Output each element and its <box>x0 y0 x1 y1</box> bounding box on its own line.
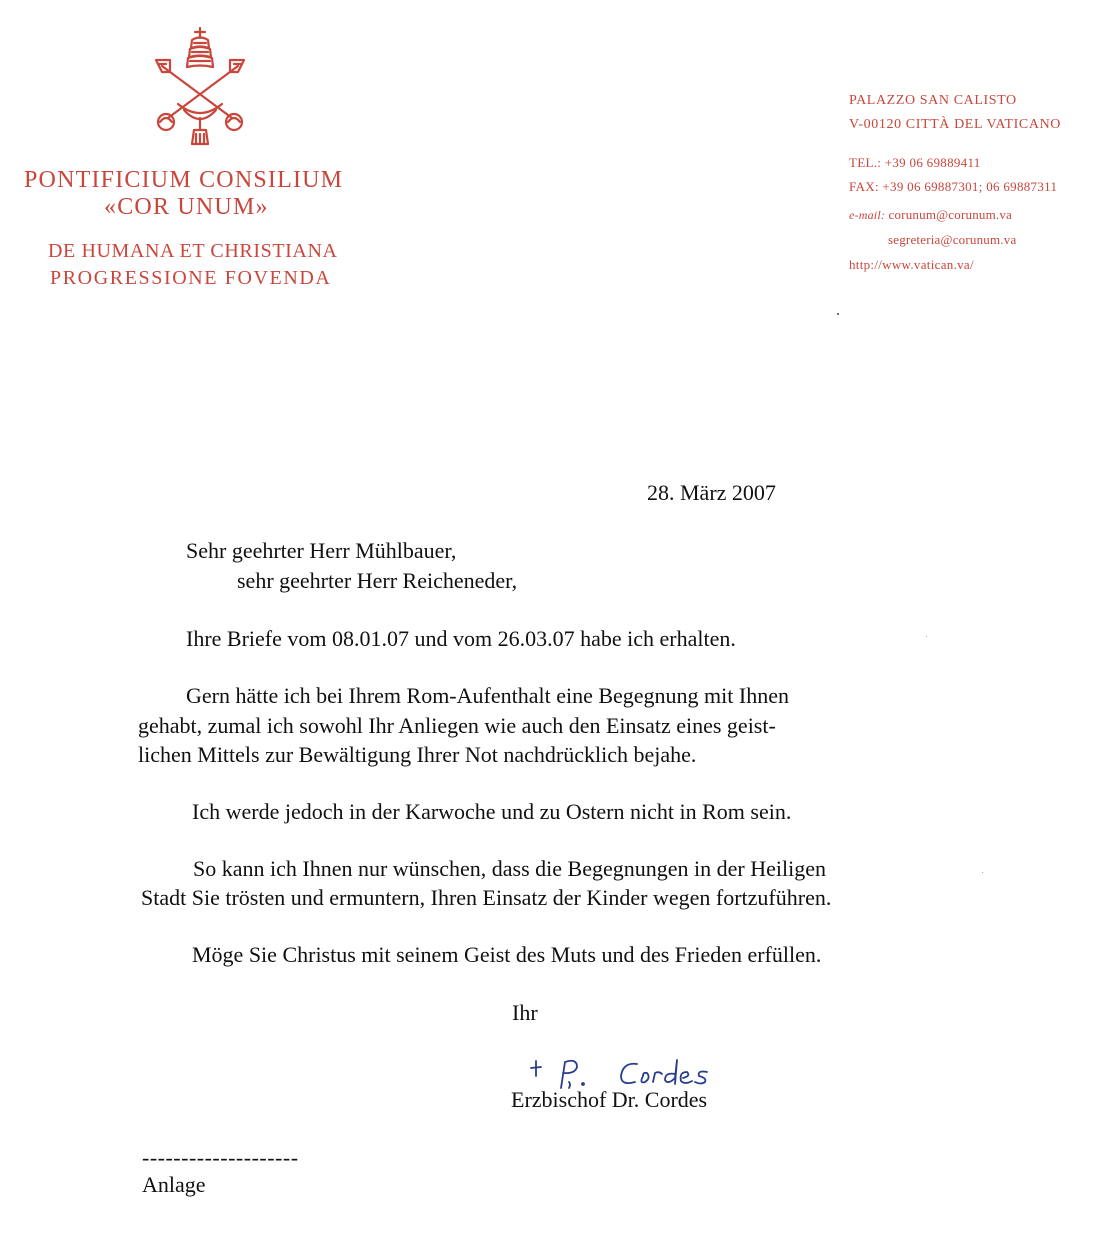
email-address-2: segreteria@corunum.va <box>888 232 1017 247</box>
email-line1 <box>849 207 1012 223</box>
scan-speck <box>982 872 983 873</box>
paragraph-2-line3: lichen Mittels zur Bewältigung Ihrer Not nachdrücklich bejahe. <box>138 742 697 767</box>
signatory-name: Erzbischof Dr. Cordes <box>511 1087 708 1112</box>
paragraph-4-line1: So kann ich Ihnen nur wünschen, dass die Begegnungen in der Heiligen <box>193 856 826 881</box>
paragraph-2-line1: Gern hätte ich bei Ihrem Rom-Aufenthalt eine Begegnung mit Ihnen <box>186 683 789 708</box>
paragraph-1: Ihre Briefe vom 08.01.07 und vom 26.03.07 habe ich erhalten. <box>186 626 736 651</box>
paragraph-2-line2: gehabt, zumal ich sowohl Ihr Anliegen wie auch den Einsatz eines geist- <box>138 713 776 738</box>
paragraph-5: Möge Sie Christus mit seinem Geist des Muts und des Frieden erfüllen. <box>192 942 822 967</box>
org-motto-line1: DE HUMANA ET CHRISTIANA <box>48 240 338 262</box>
letter-date: 28. März 2007 <box>647 480 776 505</box>
paragraph-4-line2: Stadt Sie trösten und ermuntern, Ihren Einsatz der Kinder wegen fortzuführen. <box>141 885 832 910</box>
website: http://www.vatican.va/ <box>849 257 974 272</box>
address-line2: V-00120 CITTÀ DEL VATICANO <box>849 117 1061 132</box>
org-motto-line2: PROGRESSIONE FOVENDA <box>50 267 332 289</box>
scan-speck <box>926 636 927 637</box>
salutation-line1: Sehr geehrter Herr Mühlbauer, <box>186 538 457 563</box>
telephone: TEL.: +39 06 69889411 <box>849 155 981 170</box>
org-name-line2: «COR UNUM» <box>104 194 269 220</box>
papal-coat-of-arms-icon <box>148 26 252 148</box>
email-label: e-mail: <box>849 208 886 222</box>
paragraph-3: Ich werde jedoch in der Karwoche und zu Ostern nicht in Rom sein. <box>192 799 792 824</box>
scan-speck <box>837 313 839 315</box>
salutation-line2: sehr geehrter Herr Reicheneder, <box>237 568 518 593</box>
email-address-1: corunum@corunum.va <box>888 207 1013 222</box>
address-line1: PALAZZO SAN CALISTO <box>849 93 1017 108</box>
fax: FAX: +39 06 69887301; 06 69887311 <box>849 179 1058 194</box>
closing: Ihr <box>512 1000 538 1025</box>
separator-line: -------------------- <box>142 1145 299 1170</box>
enclosure-note: Anlage <box>142 1172 206 1197</box>
org-name-line1: PONTIFICIUM CONSILIUM <box>24 167 344 193</box>
